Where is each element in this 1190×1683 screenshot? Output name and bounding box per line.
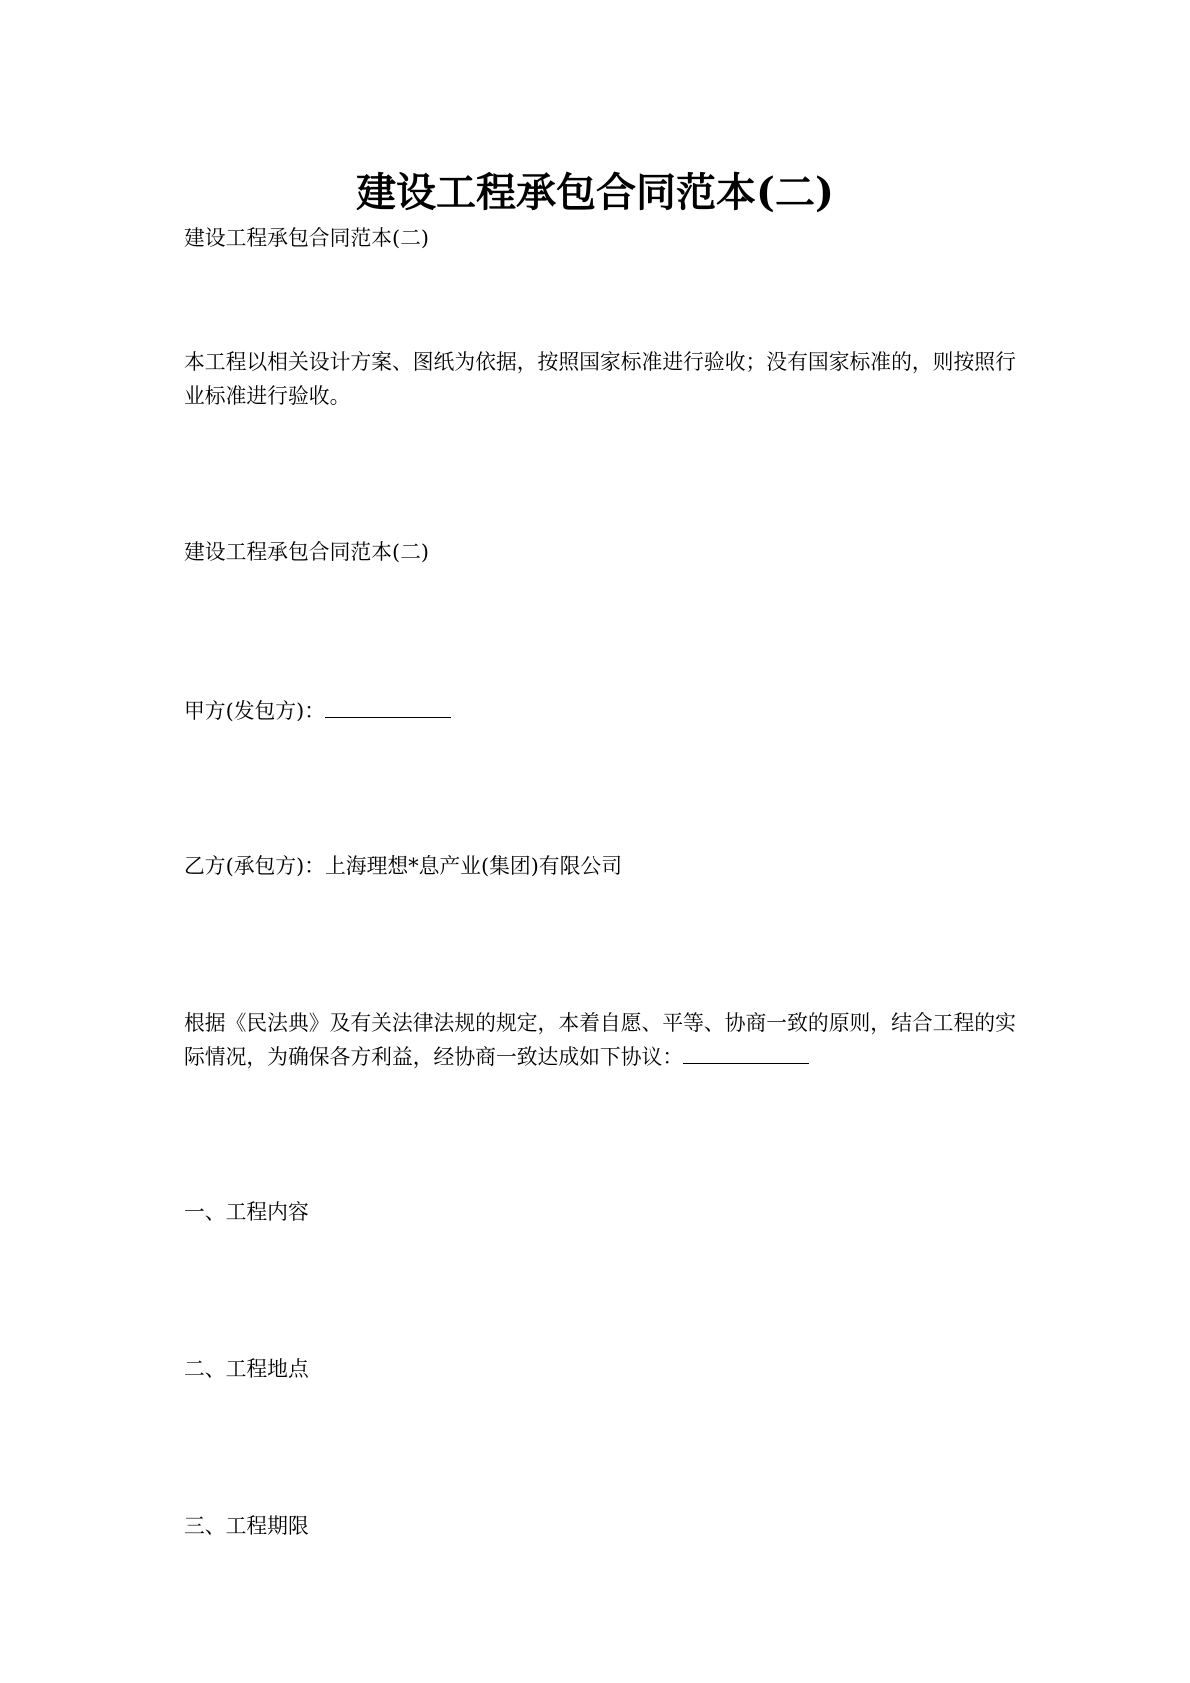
party-a-blank <box>325 697 451 718</box>
document-subtitle-repeat: 建设工程承包合同范本(二) <box>184 540 429 564</box>
section-heading: 二、工程地点 <box>184 1357 309 1381</box>
section-heading: 一、工程内容 <box>184 1200 309 1224</box>
basis-paragraph <box>184 1006 1024 1074</box>
section-heading: 三、工程期限 <box>184 1514 309 1538</box>
document-title: 建设工程承包合同范本(二) <box>356 169 834 216</box>
basis-text: 根据《民法典》及有关法律法规的规定，本着自愿、平等、协商一致的原则，结合工程的实际情况，为确保各方利益，经协商一致达成如下协议： <box>184 1011 1016 1069</box>
document-subtitle: 建设工程承包合同范本(二) <box>184 226 429 250</box>
party-a-line <box>184 694 1024 728</box>
party-b-line: 乙方(承包方)：上海理想*息产业(集团)有限公司 <box>184 854 622 878</box>
party-a-label: 甲方(发包方)： <box>184 699 326 723</box>
basis-blank <box>683 1043 809 1064</box>
intro-paragraph: 本工程以相关设计方案、图纸为依据，按照国家标准进行验收；没有国家标准的，则按照行业标准进行验收。 <box>184 350 1016 408</box>
